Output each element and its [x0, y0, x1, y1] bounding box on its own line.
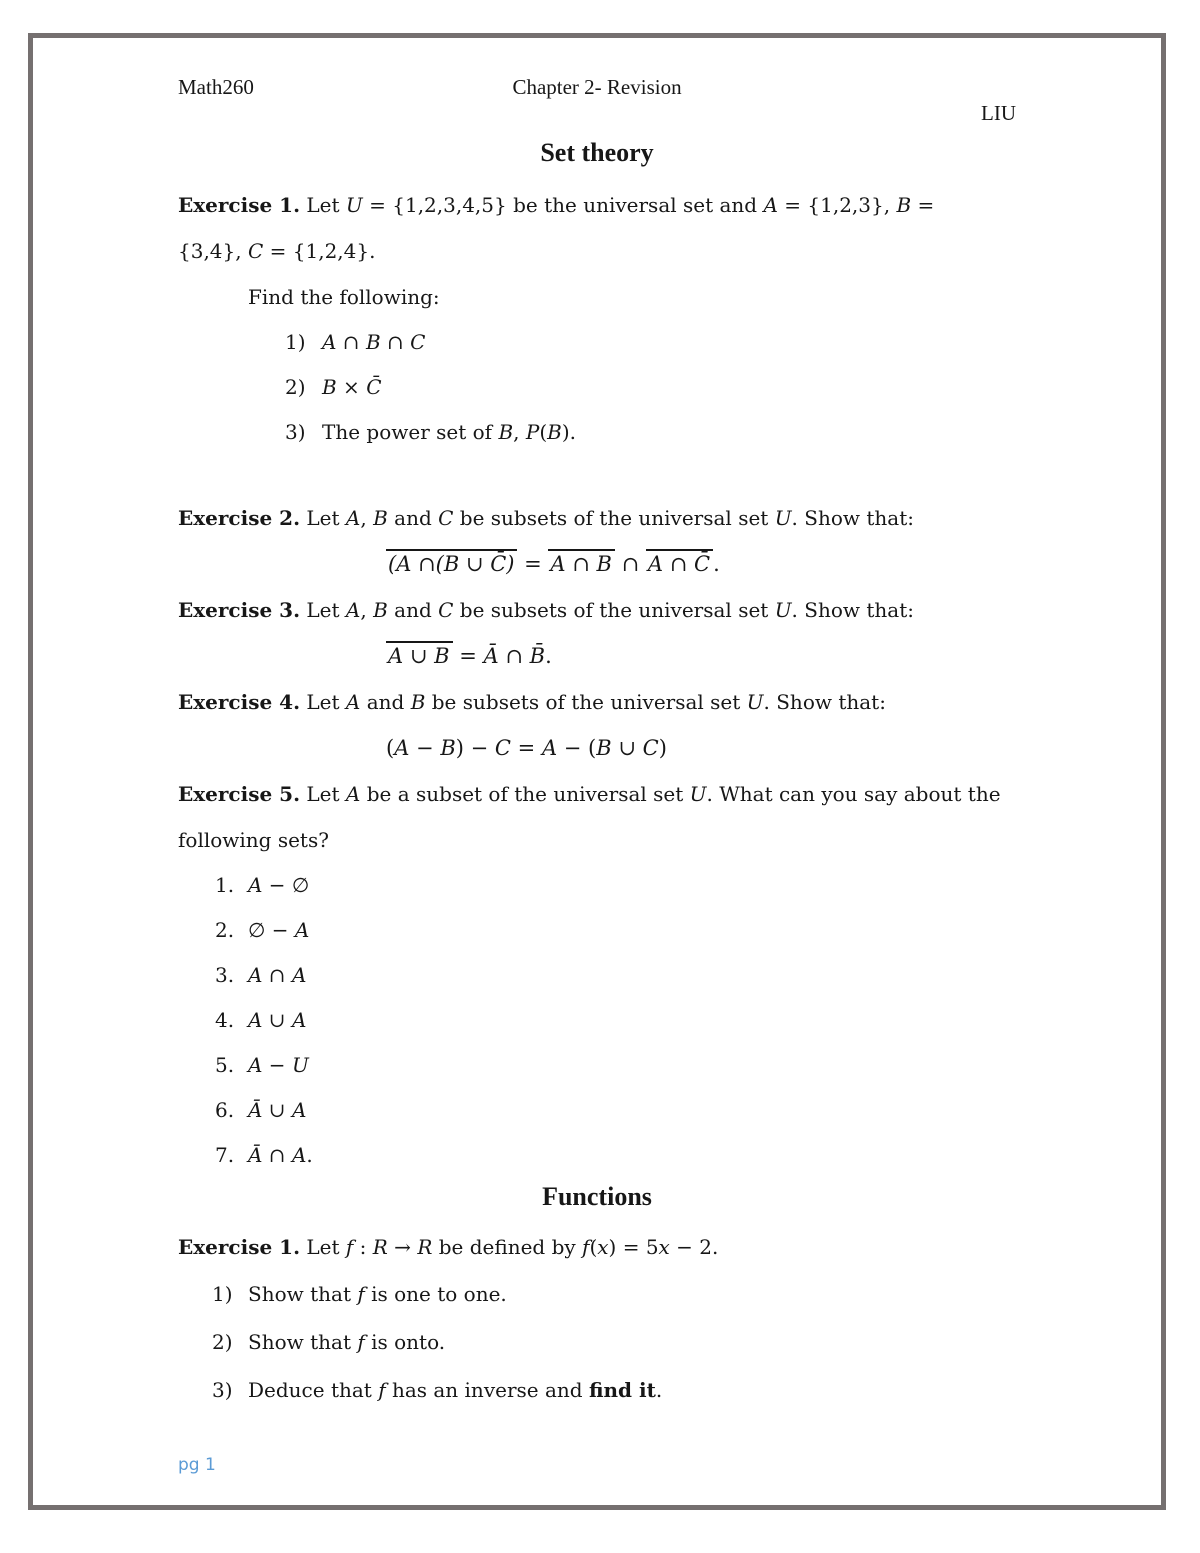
list-item [215, 863, 1016, 908]
list-item-number: 6. [215, 1098, 235, 1122]
list-item-formula: A − U [248, 1053, 309, 1077]
list-item-text: Deduce that f has an inverse and find it. [248, 1378, 663, 1402]
list-item [285, 320, 1016, 365]
list-item-number: 1) [285, 330, 306, 354]
section-heading-functions: Functions [542, 1182, 652, 1211]
list-item [215, 1043, 1016, 1088]
page-header [178, 74, 1016, 100]
list-item-number: 2) [212, 1330, 233, 1354]
list-item-formula: A ∪ A [248, 1008, 307, 1032]
list-item-formula: The power set of B, P(B). [322, 420, 577, 444]
course-code: Math260 [178, 75, 254, 99]
list-item-formula: Ā ∪ A [248, 1098, 307, 1122]
list-item-number: 5. [215, 1053, 235, 1077]
list-item [212, 1270, 1016, 1318]
list-item [215, 953, 1016, 998]
set-exercise3-line: Exercise 3. Let A, B and C be subsets of the universal set U. Show that: [178, 598, 914, 622]
list-item [212, 1318, 1016, 1366]
list-item [215, 908, 1016, 953]
list-item-number: 4. [215, 1008, 235, 1032]
list-item-number: 2) [285, 375, 306, 399]
set-exercise5-line2: following sets? [178, 828, 329, 852]
list-item-number: 1. [215, 873, 235, 897]
section-heading-set-theory: Set theory [540, 138, 654, 167]
set-exercise1-line2: {3,4}, C = {1,2,4}. [178, 239, 376, 263]
list-item [212, 1366, 1016, 1414]
list-item-formula: A ∩ A [248, 963, 307, 987]
set-exercise4-line: Exercise 4. Let A and B be subsets of the universal set U. Show that: [178, 690, 886, 714]
set-exercise1-line1: Exercise 1. Let U = {1,2,3,4,5} be the universal set and A = {1,2,3}, B = [178, 193, 935, 217]
list-item-number: 1) [212, 1282, 233, 1306]
list-item-formula: ∅ − A [248, 918, 310, 942]
list-item-number: 7. [215, 1143, 235, 1167]
func-exercise1-line: Exercise 1. Let f : R → R be defined by f(x) = 5x − 2. [178, 1235, 719, 1259]
list-item [285, 410, 1016, 455]
set-exercise4-equation: (A − B) − C = A − (B ∪ C) [386, 736, 667, 760]
set-exercise2-line: Exercise 2. Let A, B and C be subsets of the universal set U. Show that: [178, 506, 914, 530]
document-page [28, 33, 1166, 1510]
list-item-text: Show that f is onto. [248, 1330, 446, 1354]
list-item-formula: Ā ∩ A. [248, 1143, 313, 1167]
header-spacer [682, 74, 1016, 100]
list-item-formula: B × C̄ [322, 375, 382, 399]
list-item [215, 998, 1016, 1043]
list-item [285, 365, 1016, 410]
find-following-label: Find the following: [248, 285, 440, 309]
set-exercise5-line1: Exercise 5. Let A be a subset of the universal set U. What can you say about the [178, 782, 1001, 806]
page-number-label: pg 1 [178, 1455, 216, 1475]
list-item-number: 3. [215, 963, 235, 987]
document-title: Chapter 2- Revision [512, 75, 682, 99]
set-exercise3-equation: A ∪ B = Ā ∩ B̄. [386, 633, 1016, 679]
list-item-formula: A ∩ B ∩ C [322, 330, 426, 354]
list-item-number: 3) [212, 1378, 233, 1402]
list-item-formula: A − ∅ [248, 873, 310, 897]
set-exercise2-equation: (A ∩(B ∪ C̄) = A ∩ B ∩ A ∩ C̄ . [386, 541, 1016, 587]
list-item-number: 3) [285, 420, 306, 444]
list-item-text: Show that f is one to one. [248, 1282, 507, 1306]
list-item [215, 1088, 1016, 1133]
list-item-number: 2. [215, 918, 235, 942]
list-item [215, 1133, 1016, 1178]
institution-name: LIU [981, 101, 1016, 125]
